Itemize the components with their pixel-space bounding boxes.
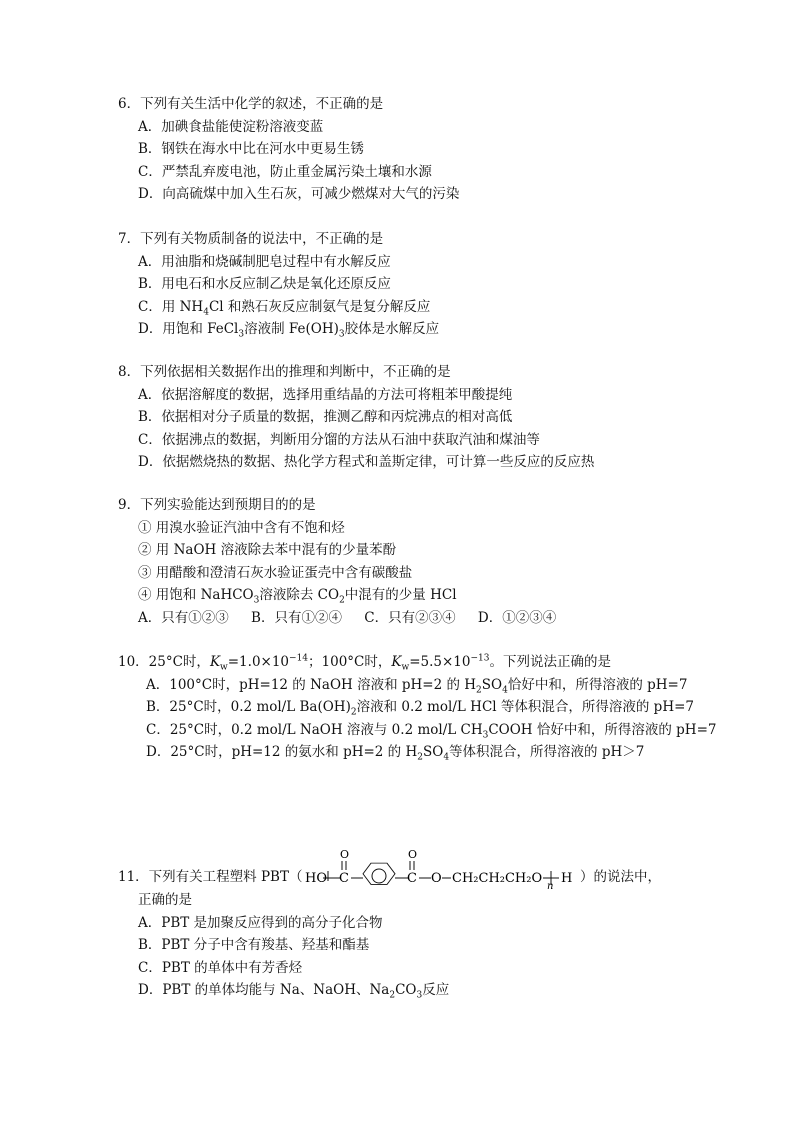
- q10-c-text1: C．25°C时，0.2 mol/L NaOH 溶液与 0.2 mol/L CH: [146, 721, 483, 738]
- q6-option-d: D．向高硫煤中加入生石灰，可减少燃煤对大气的污染: [138, 186, 460, 203]
- formula-ho: HO: [305, 871, 327, 886]
- q10-d-sub1: 2: [417, 753, 423, 764]
- q11-option-d: [118, 979, 758, 1002]
- q9-item-3: ③ 用醋酸和澄清石灰水验证蛋壳中含有碳酸盐: [138, 564, 413, 581]
- q10-a-text3: 恰好中和，所得溶液的 pH=7: [507, 676, 688, 693]
- q9-i4-text2: 溶液除去 CO: [259, 587, 340, 604]
- q9-item-2: ② 用 NaOH 溶液除去苯中混有的少量苯酚: [138, 542, 397, 559]
- question-11: [118, 845, 758, 1002]
- q7-c-text1: C．用 NH: [138, 298, 204, 315]
- formula-o-top2: O: [408, 848, 418, 861]
- q10-a-sub2: 4: [502, 685, 508, 696]
- q10-exp2: −13: [470, 653, 490, 664]
- q10-a-sub1: 2: [476, 685, 482, 696]
- q11-d-text2: CO: [395, 982, 417, 999]
- q11-d-text3: 反应: [422, 982, 450, 999]
- q8-option-a: A．依据溶解度的数据，选择用重结晶的方法可将粗苯甲酸提纯: [138, 386, 513, 403]
- q6-option-c: C．严禁乱弃废电池，防止重金属污染土壤和水源: [138, 163, 432, 180]
- q7-d-sub2: 3: [338, 330, 345, 341]
- q11-option-a: A．PBT 是加聚反应得到的高分子化合物: [138, 914, 383, 931]
- q9-i4-sub2: 2: [339, 596, 345, 607]
- q10-b-text2: 溶液和 0.2 mol/L HCl 等体积混合，所得溶液的 pH=7: [356, 699, 694, 716]
- q11-stem-text1: 11．下列有关工程塑料 PBT（: [118, 869, 303, 885]
- question-10: [118, 651, 758, 764]
- q10-stem-text5: 。下列说法正确的是: [489, 654, 611, 670]
- q10-b-sub: 2: [350, 707, 357, 718]
- q8-option-b: B．依据相对分子质量的数据，推测乙醇和丙烷沸点的相对高低: [138, 409, 513, 426]
- q9-i4-text3: 中混有的少量 HCl: [344, 587, 457, 604]
- q10-option-c: [118, 719, 758, 742]
- q11-d-text1: D．PBT 的单体均能与 Na、NaOH、Na: [138, 982, 390, 999]
- q7-d-text2: 溶液制 Fe(OH): [244, 321, 339, 338]
- q7-option-a: A．用油脂和烧碱制肥皂过程中有水解反应: [138, 253, 391, 270]
- pbt-structural-formula: [305, 845, 605, 889]
- q10-d-text1: D．25°C时，pH=12 的氨水和 pH=2 的 H: [146, 744, 418, 761]
- formula-n: n: [547, 881, 554, 889]
- q8-stem: 8．下列依据相关数据作出的推理和判断中，不正确的是: [118, 364, 451, 380]
- benzene-ring: [363, 863, 395, 884]
- question-9: [118, 494, 758, 630]
- q10-kw-k: K: [209, 654, 221, 670]
- q6-option-a: A．加碘食盐能使淀粉溶液变蓝: [138, 118, 324, 135]
- q7-c-sub: 4: [203, 307, 209, 318]
- formula-c2: C: [407, 871, 417, 886]
- q10-stem-text3: ；100°C时，: [308, 654, 392, 670]
- q9-choice-d: D．①②③④: [477, 609, 557, 626]
- q8-option-c: C．依据沸点的数据，判断用分馏的方法从石油中获取汽油和煤油等: [138, 431, 540, 448]
- question-7: [118, 228, 758, 341]
- q9-item-4: [118, 584, 758, 607]
- q9-i4-text1: ④ 用饱和 NaHCO: [138, 587, 254, 604]
- q10-stem: [118, 651, 758, 674]
- question-6: [118, 93, 758, 206]
- benzene-ring-inner: [372, 869, 386, 883]
- q9-choice-a: A．只有①②③: [138, 609, 229, 626]
- q10-kw-w: w: [220, 662, 228, 673]
- q8-option-d: D．依据燃烧热的数据、热化学方程式和盖斯定律，可计算一些反应的反应热: [138, 454, 595, 471]
- formula-c1: C: [339, 871, 349, 886]
- q11-option-c: C．PBT 的单体中有芳香烃: [138, 959, 303, 976]
- q7-d-text3: 胶体是水解反应: [344, 321, 440, 338]
- q7-c-text2: Cl 和熟石灰反应制氨气是复分解反应: [208, 298, 431, 315]
- q9-choices: [118, 607, 758, 630]
- q10-d-text3: 等体积混合，所得溶液的 pH＞7: [449, 744, 645, 761]
- q10-stem-text4: =5.5×10: [409, 654, 471, 670]
- q10-c-sub: 3: [482, 730, 489, 741]
- q7-option-b: B．用电石和水反应制乙炔是氧化还原反应: [138, 276, 391, 293]
- question-8: [118, 361, 758, 474]
- q10-option-d: [118, 741, 758, 764]
- q9-choice-c: C．只有②③④: [364, 609, 456, 626]
- formula-h: H: [561, 871, 573, 886]
- q9-item-1: ① 用溴水验证汽油中含有不饱和烃: [138, 519, 345, 536]
- q10-stem-text1: 10．25°C时，: [118, 654, 210, 670]
- q11-stem-text2: ）的说法中，: [580, 869, 661, 885]
- q11-d-sub1: 2: [389, 991, 396, 1002]
- q10-d-sub2: 4: [443, 753, 450, 764]
- q9-stem: 9．下列实验能达到预期目的的是: [118, 497, 316, 513]
- q11-stem: [118, 845, 758, 889]
- q7-d-text1: D．用饱和 FeCl: [138, 321, 239, 338]
- q10-c-text2: COOH 恰好中和，所得溶液的 pH=7: [488, 721, 717, 738]
- q10-kw-k2: K: [391, 654, 402, 670]
- q6-stem: 6．下列有关生活中化学的叙述，不正确的是: [118, 96, 384, 112]
- q10-kw-w2: w: [401, 662, 410, 673]
- q7-option-c: [118, 296, 758, 319]
- q10-exp1: −14: [289, 653, 309, 664]
- q9-i4-sub1: 3: [253, 596, 260, 607]
- q7-d-sub1: 3: [238, 330, 245, 341]
- q11-d-sub2: 3: [416, 991, 423, 1002]
- q10-a-text1: A．100°C时，pH=12 的 NaOH 溶液和 pH=2 的 H: [146, 676, 477, 693]
- q10-b-text1: B．25°C时，0.2 mol/L Ba(OH): [146, 699, 351, 716]
- q9-choice-b: B．只有①②④: [251, 609, 342, 626]
- formula-chain: CH₂CH₂CH₂O: [452, 871, 543, 886]
- q7-option-d: [118, 318, 758, 341]
- q7-stem: 7．下列有关物质制备的说法中，不正确的是: [118, 231, 384, 247]
- q10-option-a: [118, 674, 758, 697]
- formula-o-link: O: [431, 871, 442, 886]
- q11-stem-continued: 正确的是: [138, 892, 192, 908]
- formula-o-top1: O: [340, 848, 350, 861]
- q6-option-b: B．钢铁在海水中比在河水中更易生锈: [138, 141, 364, 158]
- q10-d-text2: SO: [422, 744, 444, 761]
- q10-a-text2: SO: [481, 676, 503, 693]
- q11-option-b: B．PBT 分子中含有羧基、羟基和酯基: [138, 937, 370, 954]
- q10-option-b: [118, 696, 758, 719]
- q10-stem-text2: =1.0×10: [227, 654, 290, 670]
